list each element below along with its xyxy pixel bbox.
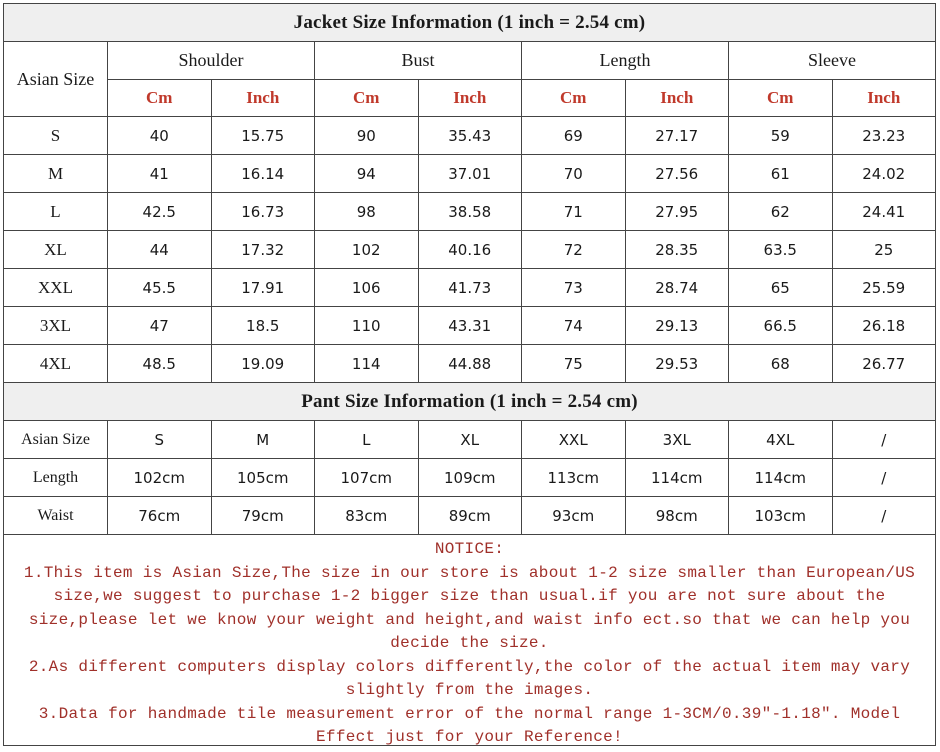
measurement-cell: 59	[729, 117, 833, 155]
measurement-cell: 70	[522, 155, 626, 193]
jacket-size-table	[3, 3, 936, 383]
measurement-cell: 17.32	[211, 231, 315, 269]
measurement-cell: 24.41	[832, 193, 936, 231]
pant-cell: 113cm	[522, 459, 626, 497]
measurement-cell: 17.91	[211, 269, 315, 307]
notice-item-2: 2.As different computers display colors differently,the color of the actual item may vary slightly from the images.	[28, 657, 911, 699]
notice-item-3: 3.Data for handmade tile measurement error of the normal range 1-3CM/0.39"-1.18". Model Effect just for your Reference!	[38, 704, 901, 746]
measurement-cell: 28.74	[625, 269, 729, 307]
size-label: L	[4, 193, 108, 231]
jacket-group-header-row	[4, 42, 936, 80]
pant-row-label: Length	[4, 459, 108, 497]
pant-cell: 83cm	[315, 497, 419, 535]
table-row	[4, 269, 936, 307]
size-label: 4XL	[4, 345, 108, 383]
pant-cell: XL	[418, 421, 522, 459]
measurement-cell: 44	[108, 231, 212, 269]
measurement-cell: 73	[522, 269, 626, 307]
sleeve-header: Sleeve	[729, 42, 936, 80]
measurement-cell: 29.53	[625, 345, 729, 383]
notice-heading: NOTICE:	[434, 540, 505, 558]
measurement-cell: 28.35	[625, 231, 729, 269]
length-header: Length	[522, 42, 729, 80]
measurement-cell: 42.5	[108, 193, 212, 231]
pant-cell: 107cm	[315, 459, 419, 497]
measurement-cell: 72	[522, 231, 626, 269]
asian-size-header: Asian Size	[4, 42, 108, 117]
table-row	[4, 193, 936, 231]
table-row	[4, 345, 936, 383]
pant-cell: 98cm	[625, 497, 729, 535]
size-label: 3XL	[4, 307, 108, 345]
pant-cell: 76cm	[108, 497, 212, 535]
pant-cell: /	[832, 459, 936, 497]
measurement-cell: 90	[315, 117, 419, 155]
measurement-cell: 45.5	[108, 269, 212, 307]
jacket-title-row	[4, 4, 936, 42]
measurement-cell: 41.73	[418, 269, 522, 307]
pant-cell: 102cm	[108, 459, 212, 497]
pant-title: Pant Size Information (1 inch = 2.54 cm)	[4, 383, 936, 421]
measurement-cell: 27.17	[625, 117, 729, 155]
measurement-cell: 66.5	[729, 307, 833, 345]
measurement-cell: 94	[315, 155, 419, 193]
pant-cell: 4XL	[729, 421, 833, 459]
table-row	[4, 421, 936, 459]
pant-row-label: Waist	[4, 497, 108, 535]
measurement-cell: 68	[729, 345, 833, 383]
table-row	[4, 497, 936, 535]
measurement-cell: 102	[315, 231, 419, 269]
measurement-cell: 43.31	[418, 307, 522, 345]
pant-cell: L	[315, 421, 419, 459]
table-row	[4, 155, 936, 193]
measurement-cell: 29.13	[625, 307, 729, 345]
measurement-cell: 110	[315, 307, 419, 345]
measurement-cell: 16.14	[211, 155, 315, 193]
unit-header: Inch	[211, 80, 315, 117]
measurement-cell: 35.43	[418, 117, 522, 155]
pant-size-table	[3, 383, 936, 535]
pant-title-row	[4, 383, 936, 421]
pant-cell: 103cm	[729, 497, 833, 535]
pant-cell: 109cm	[418, 459, 522, 497]
measurement-cell: 26.18	[832, 307, 936, 345]
measurement-cell: 62	[729, 193, 833, 231]
unit-header: Inch	[418, 80, 522, 117]
unit-header: Cm	[729, 80, 833, 117]
pant-cell: 93cm	[522, 497, 626, 535]
measurement-cell: 74	[522, 307, 626, 345]
measurement-cell: 26.77	[832, 345, 936, 383]
measurement-cell: 25	[832, 231, 936, 269]
pant-cell: /	[832, 421, 936, 459]
measurement-cell: 37.01	[418, 155, 522, 193]
measurement-cell: 63.5	[729, 231, 833, 269]
measurement-cell: 47	[108, 307, 212, 345]
size-chart	[3, 3, 936, 746]
measurement-cell: 71	[522, 193, 626, 231]
measurement-cell: 69	[522, 117, 626, 155]
measurement-cell: 16.73	[211, 193, 315, 231]
pant-cell: XXL	[522, 421, 626, 459]
measurement-cell: 98	[315, 193, 419, 231]
measurement-cell: 48.5	[108, 345, 212, 383]
size-label: S	[4, 117, 108, 155]
pant-cell: /	[832, 497, 936, 535]
measurement-cell: 24.02	[832, 155, 936, 193]
measurement-cell: 44.88	[418, 345, 522, 383]
size-label: M	[4, 155, 108, 193]
measurement-cell: 41	[108, 155, 212, 193]
measurement-cell: 106	[315, 269, 419, 307]
table-row	[4, 231, 936, 269]
size-label: XXL	[4, 269, 108, 307]
size-label: XL	[4, 231, 108, 269]
measurement-cell: 15.75	[211, 117, 315, 155]
measurement-cell: 38.58	[418, 193, 522, 231]
measurement-cell: 40.16	[418, 231, 522, 269]
pant-cell: 3XL	[625, 421, 729, 459]
measurement-cell: 25.59	[832, 269, 936, 307]
pant-cell: 114cm	[729, 459, 833, 497]
unit-header: Inch	[832, 80, 936, 117]
measurement-cell: 65	[729, 269, 833, 307]
table-row	[4, 459, 936, 497]
measurement-cell: 19.09	[211, 345, 315, 383]
pant-cell: 105cm	[211, 459, 315, 497]
unit-header: Cm	[522, 80, 626, 117]
unit-header: Inch	[625, 80, 729, 117]
pant-cell: 79cm	[211, 497, 315, 535]
measurement-cell: 61	[729, 155, 833, 193]
measurement-cell: 23.23	[832, 117, 936, 155]
notice-box	[3, 535, 936, 746]
bust-header: Bust	[315, 42, 522, 80]
measurement-cell: 75	[522, 345, 626, 383]
measurement-cell: 27.95	[625, 193, 729, 231]
measurement-cell: 18.5	[211, 307, 315, 345]
pant-cell: S	[108, 421, 212, 459]
shoulder-header: Shoulder	[108, 42, 315, 80]
table-row	[4, 307, 936, 345]
table-row	[4, 117, 936, 155]
measurement-cell: 40	[108, 117, 212, 155]
jacket-title: Jacket Size Information (1 inch = 2.54 cm)	[4, 4, 936, 42]
pant-cell: M	[211, 421, 315, 459]
pant-cell: 114cm	[625, 459, 729, 497]
pant-row-label: Asian Size	[4, 421, 108, 459]
notice-item-1: 1.This item is Asian Size,The size in our store is about 1-2 size smaller than European/US size,we suggest to purchase 1-2 bigger size than usual.if you are not sure about the size,please let we know your weight and height,and waist info ect.so that we can help you decide the size.	[23, 563, 916, 652]
measurement-cell: 114	[315, 345, 419, 383]
unit-header: Cm	[108, 80, 212, 117]
pant-cell: 89cm	[418, 497, 522, 535]
jacket-unit-header-row	[4, 80, 936, 117]
measurement-cell: 27.56	[625, 155, 729, 193]
unit-header: Cm	[315, 80, 419, 117]
